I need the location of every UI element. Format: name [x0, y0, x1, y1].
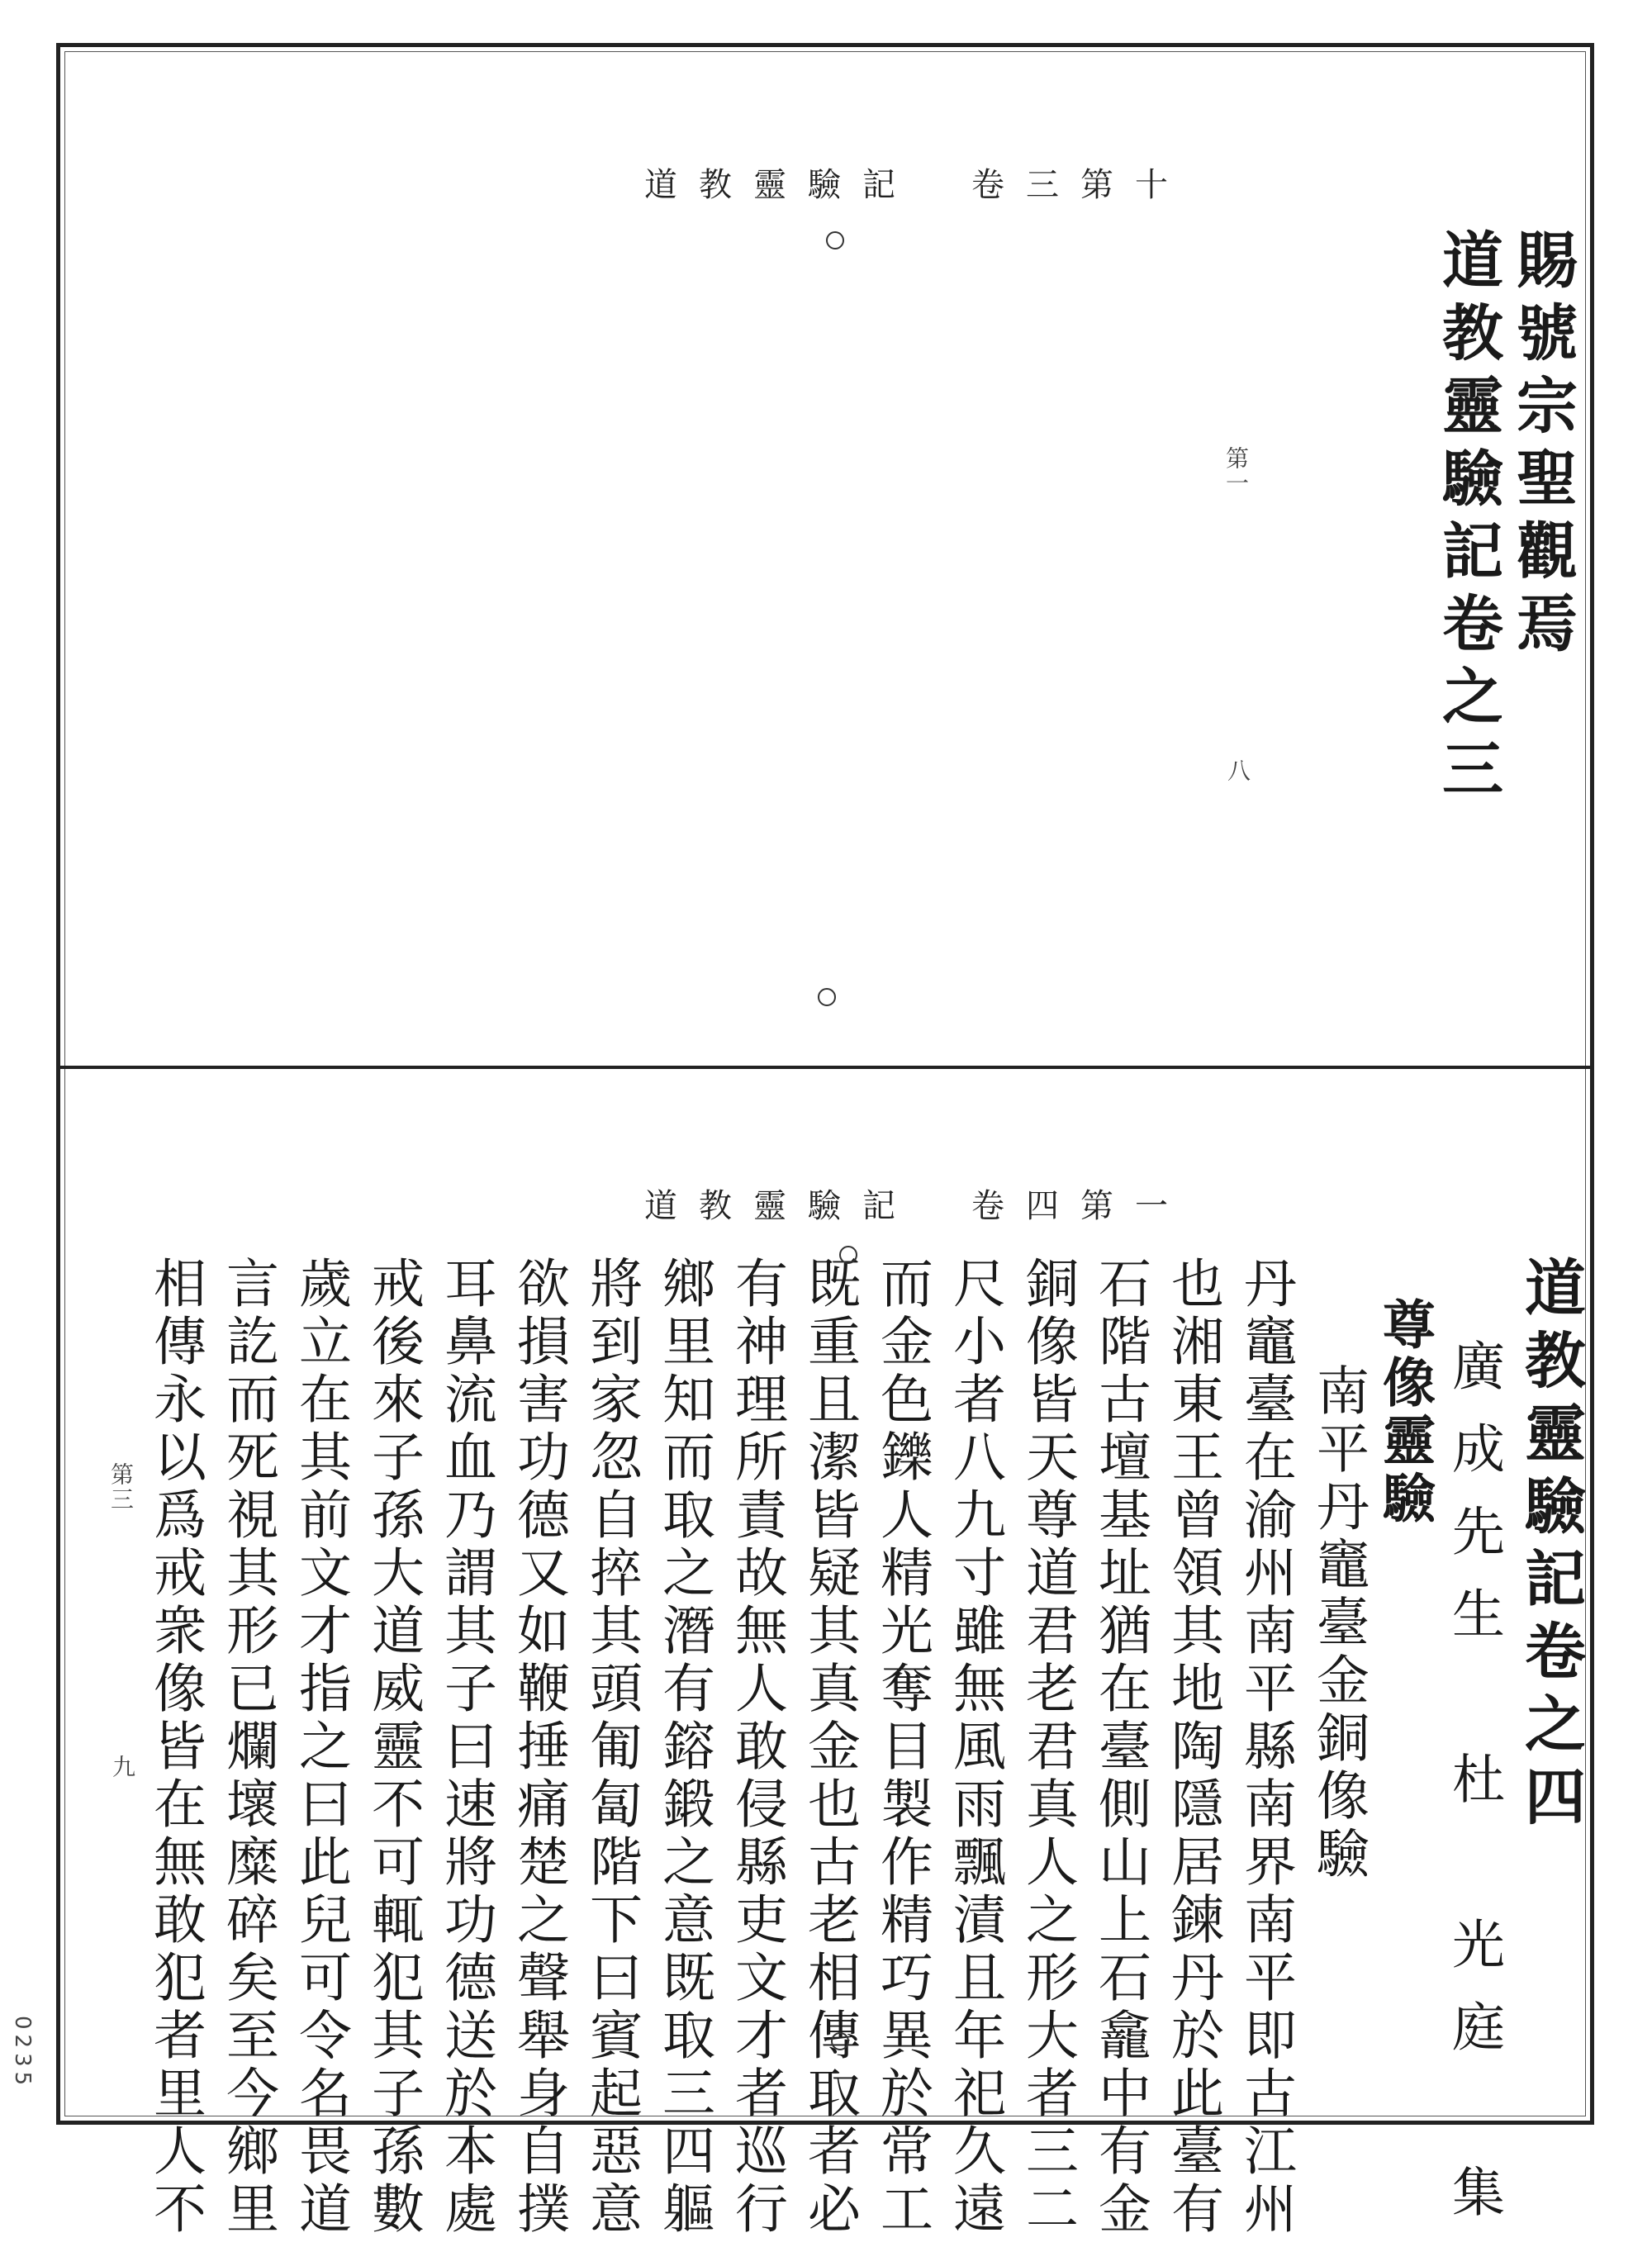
page-number: 0235: [10, 2016, 35, 2091]
top-header: 道教靈驗記 卷三第十: [644, 166, 1189, 204]
top-title-col2: 道教靈驗記卷之三: [1432, 228, 1503, 810]
bottom-author: 廣成先生 杜 光庭 集: [1443, 1338, 1504, 2247]
text-column-14: 歲立在其前文才指之曰此兒可令名畏道: [290, 1256, 351, 2239]
text-column-12: 耳鼻流血乃謂其子曰速將功德送於本處: [435, 1256, 496, 2239]
top-circle-mark: [826, 231, 844, 249]
bottom-section: 尊像靈驗: [1374, 1297, 1436, 1528]
text-column-1: 丹竈臺在渝州南平縣南界南平即古江州: [1235, 1256, 1296, 2239]
bottom-subtitle: 南平丹竈臺金銅像驗: [1308, 1363, 1369, 1884]
text-column-13: 戒後來子孫大道威靈不可輒犯其子孫數: [363, 1256, 424, 2239]
text-column-11: 欲損害功德又如鞭捶痛楚之聲舉身自撲: [508, 1256, 569, 2239]
text-column-8: 有神理所責故無人敢侵縣吏文才者巡行: [726, 1256, 787, 2239]
text-column-2: 也湘東王曾領其地陶隱居鍊丹於此臺有: [1162, 1256, 1223, 2239]
bottom-circle-mark: [839, 1246, 857, 1264]
top-margin-note-2: 八: [1224, 758, 1251, 783]
text-column-3: 石階古壇基址猶在臺側山上石龕中有金: [1089, 1256, 1151, 2239]
text-column-16: 相傳永以爲戒衆像皆在無敢犯者里人不: [145, 1256, 206, 2239]
top-title-col1: 賜號宗聖觀焉: [1507, 228, 1578, 664]
text-column-6: 而金色鑠人精光奪目製作精巧異於常工: [871, 1256, 933, 2239]
page-divider: [56, 1066, 1594, 1069]
text-column-9: 鄉里知而取之潛有鎔鍛之意既取三四軀: [653, 1256, 714, 2239]
top-circle-mark-lower: [818, 988, 836, 1006]
text-column-5: 尺小者八九寸雖無風雨飄漬且年祀久遠: [944, 1256, 1005, 2239]
bottom-title: 道教靈驗記卷之四: [1515, 1256, 1586, 1837]
text-column-4: 銅像皆天尊道君老君真人之形大者三二: [1017, 1256, 1078, 2239]
top-margin-note: 第一: [1222, 446, 1250, 496]
text-column-10: 將到家忽自捽其頭匍匐階下曰賓起惡意: [581, 1256, 642, 2239]
text-column-7: 既重且潔皆疑其真金也古老相傳取者必: [799, 1256, 860, 2239]
bottom-margin-note-2: 九: [109, 1755, 136, 1779]
text-column-15: 言訖而死視其形已爛壞糜碎矣至今鄉里: [217, 1256, 278, 2239]
bottom-header: 道教靈驗記 卷四第一: [644, 1187, 1189, 1225]
bottom-circle-mark-lower: [831, 2032, 849, 2050]
bottom-margin-note: 第三: [107, 1462, 135, 1512]
